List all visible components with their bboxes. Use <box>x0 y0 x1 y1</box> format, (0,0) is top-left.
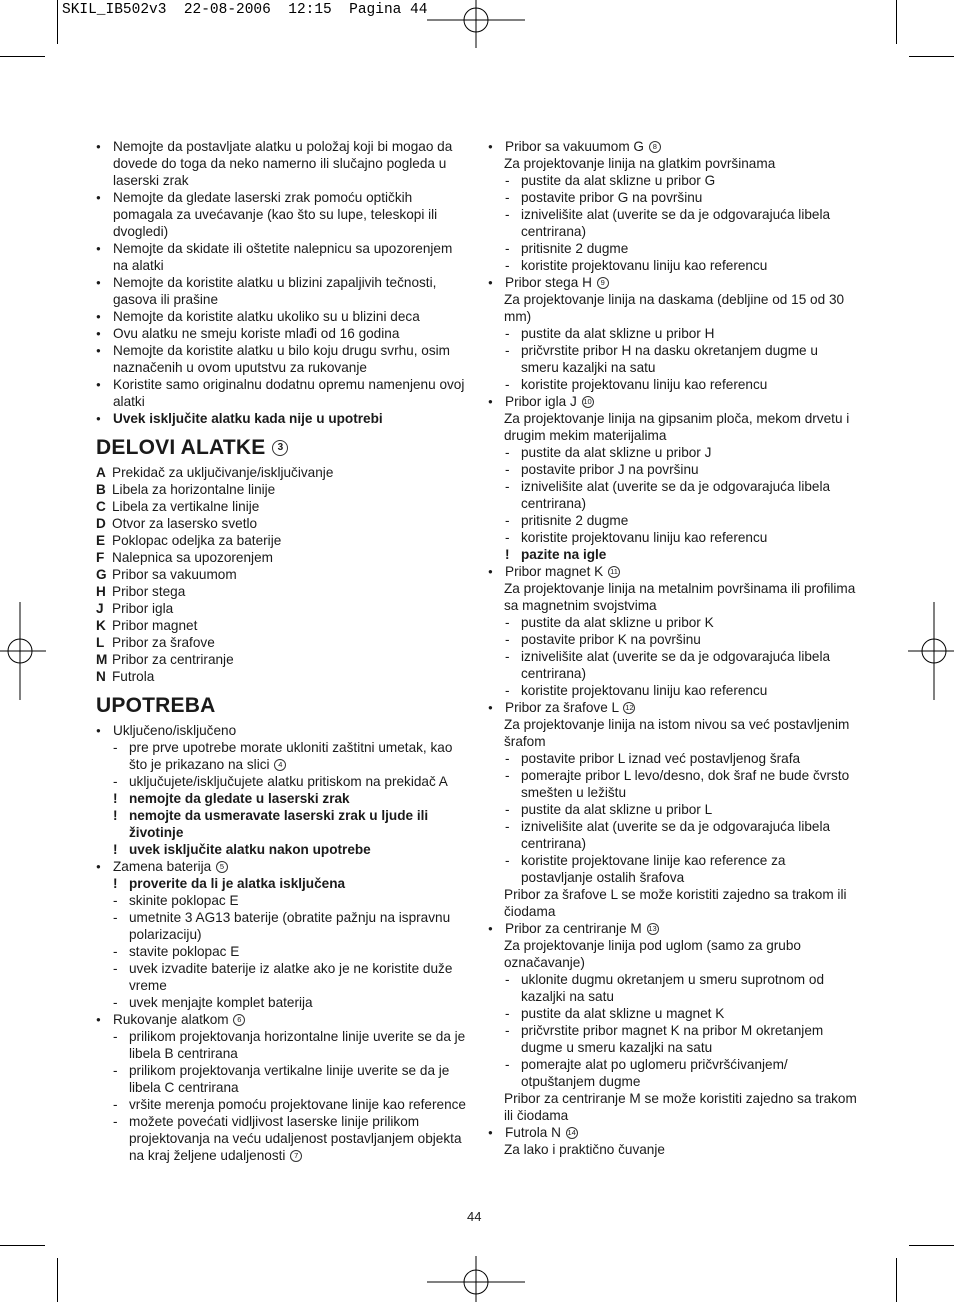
part-label: Pribor igla <box>112 601 174 616</box>
step-item: - postavite pribor G na površinu <box>488 189 858 206</box>
list-item: ● Pribor magnet K 11 <box>488 563 858 580</box>
part-label: Pribor za šrafove <box>112 635 215 650</box>
note-text: Pribor za šrafove L se može koristiti zajedno sa trakom ili čiodama <box>504 887 847 919</box>
list-item: ● Nemojte da postavljate alatku u položaj koji bi mogao da dovede do toga da neko namerno ili slučajno pogleda u laserski zrak <box>96 138 468 189</box>
warning-item: ! proverite da li je alatka isključena <box>96 875 468 892</box>
registration-mark-left <box>0 602 46 702</box>
step-item: - umetnite 3 AG13 baterije (obratite pažnju na ispravnu polarizaciju) <box>96 909 468 943</box>
figure-ref: 6 <box>233 1014 245 1026</box>
part-letter: L <box>96 635 105 650</box>
left-column <box>96 138 468 1164</box>
step-item: - postavite pribor J na površinu <box>488 461 858 478</box>
usage-list <box>96 722 468 1164</box>
step-item: - postavite pribor K na površinu <box>488 631 858 648</box>
print-slug-header: SKIL_IB502v3 22-08-2006 12:15 Pagina 44 <box>62 2 428 18</box>
part-label: Pribor sa vakuumom <box>112 567 237 582</box>
part-letter: D <box>96 516 106 531</box>
step-item: - pritisnite 2 dugme <box>488 240 858 257</box>
part-item <box>96 617 468 634</box>
list-item: ● Nemojte da gledate laserski zrak pomoću optičkih pomagala za uvećavanje (kao što su lupe, teleskopi ili dvogledi) <box>96 189 468 240</box>
part-letter: J <box>96 601 104 616</box>
page-number: 44 <box>467 1209 482 1224</box>
figure-ref: 9 <box>597 277 609 289</box>
registration-mark-right <box>908 602 954 702</box>
warning-item: ! nemojte da usmeravate laserski zrak u ljude ili životinje <box>96 807 468 841</box>
part-item <box>96 549 468 566</box>
part-item <box>96 634 468 651</box>
accessory-m <box>488 920 858 1124</box>
list-item: ● Nemojte da koristite alatku ukoliko su u blizini deca <box>96 308 468 325</box>
list-item: ● Nemojte da koristite alatku u blizini zapaljivih tečnosti, gasova ili prašine <box>96 274 468 308</box>
step-item: - pustite da alat sklizne u pribor G <box>488 172 858 189</box>
step-item: - pustite da alat sklizne u magnet K <box>488 1005 858 1022</box>
part-letter: H <box>96 584 106 599</box>
part-item <box>96 498 468 515</box>
part-item <box>96 481 468 498</box>
step-item: - skinite poklopac E <box>96 892 468 909</box>
step-item: - uklonite dugmu okretanjem u smeru suprotnom od kazaljki na satu <box>488 971 858 1005</box>
step-item: - koristite projektovane linije kao reference za postavljanje ostalih šrafova <box>488 852 858 886</box>
step-item: - pričvrstite pribor magnet K na pribor M okretanjem dugme u smeru kazaljki na satu <box>488 1022 858 1056</box>
step-item: - prilikom projektovanja horizontalne linije uverite se da je libela B centrirana <box>96 1028 468 1062</box>
part-letter: E <box>96 533 106 548</box>
registration-mark-bottom <box>427 1256 527 1302</box>
part-item <box>96 532 468 549</box>
step-item: - možete povećati vidljivost laserske linije prilikom projektovanja na veću udaljenost postavljanjem objekta na kraj željene udaljenosti 7 <box>96 1113 468 1164</box>
note-text: Pribor za centriranje M se može koristiti zajedno sa trakom ili čiodama <box>504 1091 857 1123</box>
part-label: Libela za horizontalne linije <box>112 482 276 497</box>
list-item: ● Pribor stega H 9 <box>488 274 858 291</box>
right-column <box>488 138 858 1158</box>
part-item <box>96 566 468 583</box>
section-heading-delovi <box>96 436 468 460</box>
list-item: ● Ovu alatku ne smeju koriste mlađi od 16 godina <box>96 325 468 342</box>
step-item: - uvek menjajte komplet baterija <box>96 994 468 1011</box>
list-item: ● Koristite samo originalnu dodatnu opremu namenjenu ovoj alatki <box>96 376 468 410</box>
step-item: - koristite projektovanu liniju kao referencu <box>488 257 858 274</box>
list-item: ● Pribor igla J 10 <box>488 393 858 410</box>
list-item: ● Pribor za šrafove L 12 <box>488 699 858 716</box>
part-letter: K <box>96 618 106 633</box>
list-item: ● Pribor za centriranje M 13 <box>488 920 858 937</box>
intro-text: Za projektovanje linija na istom nivou sa već postavljenim šrafom <box>504 717 850 749</box>
figure-ref: 4 <box>274 759 286 771</box>
step-item: - pre prve upotrebe morate ukloniti zaštitni umetak, kao što je prikazano na slici 4 <box>96 739 468 773</box>
figure-ref: 11 <box>608 566 620 578</box>
part-item <box>96 515 468 532</box>
part-label: Pribor stega <box>112 584 186 599</box>
safety-list <box>96 138 468 427</box>
accessory-h <box>488 274 858 393</box>
step-item: - koristite projektovanu liniju kao referencu <box>488 376 858 393</box>
figure-ref: 5 <box>216 861 228 873</box>
intro-text: Za projektovanje linija na daskama (debljine od 15 od 30 mm) <box>504 292 845 324</box>
step-item: - pritisnite 2 dugme <box>488 512 858 529</box>
part-label: Futrola <box>112 669 155 684</box>
list-item: ● Uvek isključite alatku kada nije u upotrebi <box>96 410 468 427</box>
accessory-j <box>488 393 858 563</box>
list-item: ● Uključeno/isključeno <box>96 722 468 739</box>
part-label: Poklopac odeljka za baterije <box>112 533 282 548</box>
warning-item: ! pazite na igle <box>488 546 858 563</box>
part-label: Otvor za lasersko svetlo <box>112 516 258 531</box>
step-item: - pričvrstite pribor H na dasku okretanjem dugme u smeru kazaljki na satu <box>488 342 858 376</box>
warning-item: ! nemojte da gledate u laserski zrak <box>96 790 468 807</box>
part-letter: G <box>96 567 107 582</box>
part-item <box>96 583 468 600</box>
part-item <box>96 600 468 617</box>
list-item: ● Zamena baterija 5 <box>96 858 468 875</box>
part-label: Prekidač za uključivanje/isključivanje <box>112 465 334 480</box>
part-item <box>96 464 468 481</box>
figure-ref: 7 <box>290 1150 302 1162</box>
accessory-g <box>488 138 858 274</box>
step-item: - uključujete/isključujete alatku pritiskom na prekidač A <box>96 773 468 790</box>
intro-text: Za projektovanje linija na glatkim površinama <box>504 156 776 171</box>
step-item: - postavite pribor L iznad već postavljenog šrafa <box>488 750 858 767</box>
part-letter: N <box>96 669 106 684</box>
step-item: - iznivelišite alat (uverite se da je odgovarajuća libela centrirana) <box>488 478 858 512</box>
figure-ref: 12 <box>625 703 634 713</box>
step-item: - prilikom projektovanja vertikalne linije uverite se da je libela C centrirana <box>96 1062 468 1096</box>
step-item: - iznivelišite alat (uverite se da je odgovarajuća libela centrirana) <box>488 818 858 852</box>
accessory-k <box>488 563 858 699</box>
accessory-n <box>488 1124 858 1158</box>
step-item: - pustite da alat sklizne u pribor L <box>488 801 858 818</box>
step-item: - vršite merenja pomoću projektovane linije kao reference <box>96 1096 468 1113</box>
part-letter: F <box>96 550 105 565</box>
part-label: Libela za vertikalne linije <box>112 499 260 514</box>
step-item: - pustite da alat sklizne u pribor H <box>488 325 858 342</box>
list-item: ● Rukovanje alatkom 6 <box>96 1011 468 1028</box>
figure-ref: 3 <box>272 440 288 456</box>
step-item: - iznivelišite alat (uverite se da je odgovarajuća libela centrirana) <box>488 206 858 240</box>
part-label: Pribor za centriranje <box>112 652 234 667</box>
step-item: - stavite poklopac E <box>96 943 468 960</box>
part-label: Pribor magnet <box>112 618 198 633</box>
list-item: ● Nemojte da skidate ili oštetite nalepnicu sa upozorenjem na alatki <box>96 240 468 274</box>
intro-text: Za projektovanje linija pod uglom (samo za grubo označavanje) <box>504 938 801 970</box>
heading-text: DELOVI ALATKE <box>96 436 266 459</box>
list-item: ● Futrola N 14 <box>488 1124 858 1141</box>
part-letter: A <box>96 465 106 480</box>
step-item: - pomerajte alat po uglomeru pričvršćivanjem/ otpuštanjem dugme <box>488 1056 858 1090</box>
part-letter: M <box>96 652 108 667</box>
section-heading-upotreba: UPOTREBA <box>96 694 216 717</box>
step-item: - koristite projektovanu liniju kao referencu <box>488 682 858 699</box>
figure-ref: 14 <box>567 1128 576 1138</box>
parts-list <box>96 464 468 685</box>
step-item: - pomerajte pribor L levo/desno, dok šraf ne bude čvrsto smešten u ležištu <box>488 767 858 801</box>
list-item: ● Nemojte da koristite alatku u bilo koju drugu svrhu, osim naznačenih u ovom uputstvu za rukovanje <box>96 342 468 376</box>
part-item <box>96 651 468 668</box>
part-label: Nalepnica sa upozorenjem <box>112 550 273 565</box>
step-item: - pustite da alat sklizne u pribor J <box>488 444 858 461</box>
figure-ref: 13 <box>648 924 657 934</box>
step-item: - uvek izvadite baterije iz alatke ako je ne koristite duže vreme <box>96 960 468 994</box>
part-item <box>96 668 468 685</box>
registration-mark-top <box>427 0 527 50</box>
step-item: - koristite projektovanu liniju kao referencu <box>488 529 858 546</box>
intro-text: Za lako i praktično čuvanje <box>504 1142 665 1157</box>
intro-text: Za projektovanje linija na gipsanim ploča, mekom drvetu i drugim mekim materijalima <box>504 411 850 443</box>
step-item: - pustite da alat sklizne u pribor K <box>488 614 858 631</box>
accessory-l <box>488 699 858 920</box>
warning-item: ! uvek isključite alatku nakon upotrebe <box>96 841 468 858</box>
list-item: ● Pribor sa vakuumom G 8 <box>488 138 858 155</box>
part-letter: B <box>96 482 106 497</box>
figure-ref: 8 <box>649 141 661 153</box>
part-letter: C <box>96 499 106 514</box>
step-item: - iznivelišite alat (uverite se da je odgovarajuća libela centrirana) <box>488 648 858 682</box>
intro-text: Za projektovanje linija na metalnim površinama ili profilima sa magnetnim svojstvima <box>504 581 856 613</box>
figure-ref: 10 <box>583 397 592 407</box>
